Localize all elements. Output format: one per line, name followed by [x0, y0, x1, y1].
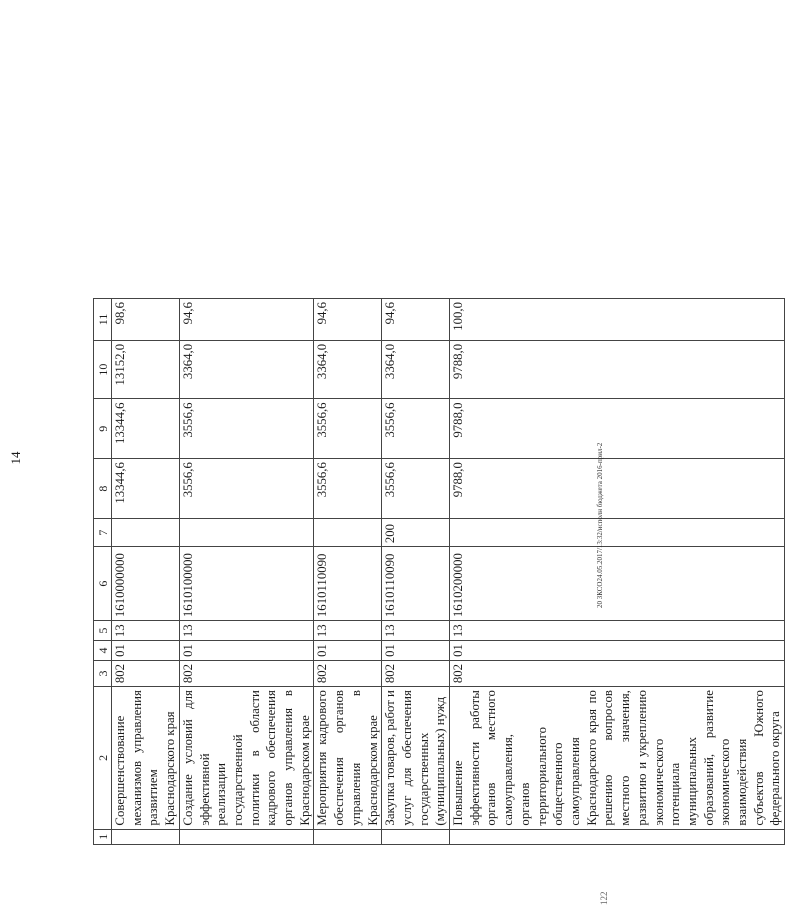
table-row — [450, 299, 785, 845]
value-col-9: 13344,6 — [112, 399, 180, 459]
row-number-cell — [450, 829, 785, 844]
value-col-11: 94,6 — [382, 299, 450, 341]
page-number: 14 — [8, 451, 23, 465]
value-col-11: 100,0 — [450, 299, 785, 341]
expense-type-code — [314, 519, 382, 547]
ministry-code: 802 — [450, 660, 785, 686]
target-item-code: 1610200000 — [450, 547, 785, 621]
sheet-number: 122 — [599, 891, 609, 905]
section-code: 01 — [314, 641, 382, 661]
subsection-code: 13 — [314, 621, 382, 641]
value-col-10: 9788,0 — [450, 340, 785, 399]
ministry-code: 802 — [112, 660, 180, 686]
header-cell: 3 — [94, 660, 112, 686]
header-cell: 11 — [94, 299, 112, 341]
header-cell: 6 — [94, 547, 112, 621]
header-row — [94, 299, 112, 845]
table-row — [179, 299, 314, 845]
header-cell: 2 — [94, 687, 112, 829]
value-col-10: 3364,0 — [314, 340, 382, 399]
subsection-code: 13 — [112, 621, 180, 641]
value-col-11: 94,6 — [179, 299, 314, 341]
value-col-9: 3556,6 — [179, 399, 314, 459]
expense-type-code: 200 — [382, 519, 450, 547]
subsection-code: 13 — [179, 621, 314, 641]
target-item-code: 1610000000 — [112, 547, 180, 621]
row-description: Мероприятия кадрового обеспечения органов управления в Краснодарском крае — [314, 687, 382, 829]
header-cell: 4 — [94, 641, 112, 661]
value-col-9: 3556,6 — [314, 399, 382, 459]
row-number-cell — [314, 829, 382, 844]
row-number-cell — [112, 829, 180, 844]
row-description: Повышение эффективности работы органов местного самоуправления, органов территориального общественного самоуправления Краснодарского края по решению вопросов местного значения, развитию и укреплению экономического потенциала муниципальных образований, развитие экономического взаимодействия субъектов Южного федерального округа — [450, 687, 785, 829]
value-col-10: 13152,0 — [112, 340, 180, 399]
row-description: Закупка товаров, работ и услуг для обеспечения государственных (муниципальных) нужд — [382, 687, 450, 829]
value-col-8: 3556,6 — [382, 459, 450, 519]
table-row — [314, 299, 382, 845]
section-code: 01 — [382, 641, 450, 661]
row-number-cell — [382, 829, 450, 844]
header-cell: 1 — [94, 829, 112, 844]
target-item-code: 1610110090 — [314, 547, 382, 621]
expense-type-code — [450, 519, 785, 547]
header-cell: 5 — [94, 621, 112, 641]
footer-file-stamp: 20 ЗКСО24.05.2017/13:32/исполн бюджета 2016-прил-2 — [596, 442, 604, 608]
section-code: 01 — [179, 641, 314, 661]
section-code: 01 — [112, 641, 180, 661]
value-col-11: 94,6 — [314, 299, 382, 341]
ministry-code: 802 — [179, 660, 314, 686]
value-col-8: 9788,0 — [450, 459, 785, 519]
value-col-9: 3556,6 — [382, 399, 450, 459]
target-item-code: 1610100000 — [179, 547, 314, 621]
value-col-8: 3556,6 — [179, 459, 314, 519]
value-col-11: 98,6 — [112, 299, 180, 341]
rotated-table-container — [93, 298, 785, 845]
subsection-code: 13 — [450, 621, 785, 641]
header-cell: 7 — [94, 519, 112, 547]
row-number-cell — [179, 829, 314, 844]
header-cell: 10 — [94, 340, 112, 399]
target-item-code: 1610110090 — [382, 547, 450, 621]
row-description: Совершенствование механизмов управления развитием Краснодарского края — [112, 687, 180, 829]
subsection-code: 13 — [382, 621, 450, 641]
expense-type-code — [112, 519, 180, 547]
ministry-code: 802 — [314, 660, 382, 686]
value-col-10: 3364,0 — [382, 340, 450, 399]
table-row — [382, 299, 450, 845]
value-col-9: 9788,0 — [450, 399, 785, 459]
header-cell: 8 — [94, 459, 112, 519]
section-code: 01 — [450, 641, 785, 661]
table-row — [112, 299, 180, 845]
expense-type-code — [179, 519, 314, 547]
budget-table — [93, 298, 785, 845]
value-col-8: 13344,6 — [112, 459, 180, 519]
value-col-8: 3556,6 — [314, 459, 382, 519]
ministry-code: 802 — [382, 660, 450, 686]
value-col-10: 3364,0 — [179, 340, 314, 399]
header-cell: 9 — [94, 399, 112, 459]
row-description: Создание условий для эффективной реализации государственной политики в области кадрового обеспечения органов управления в Краснодарском крае — [179, 687, 314, 829]
